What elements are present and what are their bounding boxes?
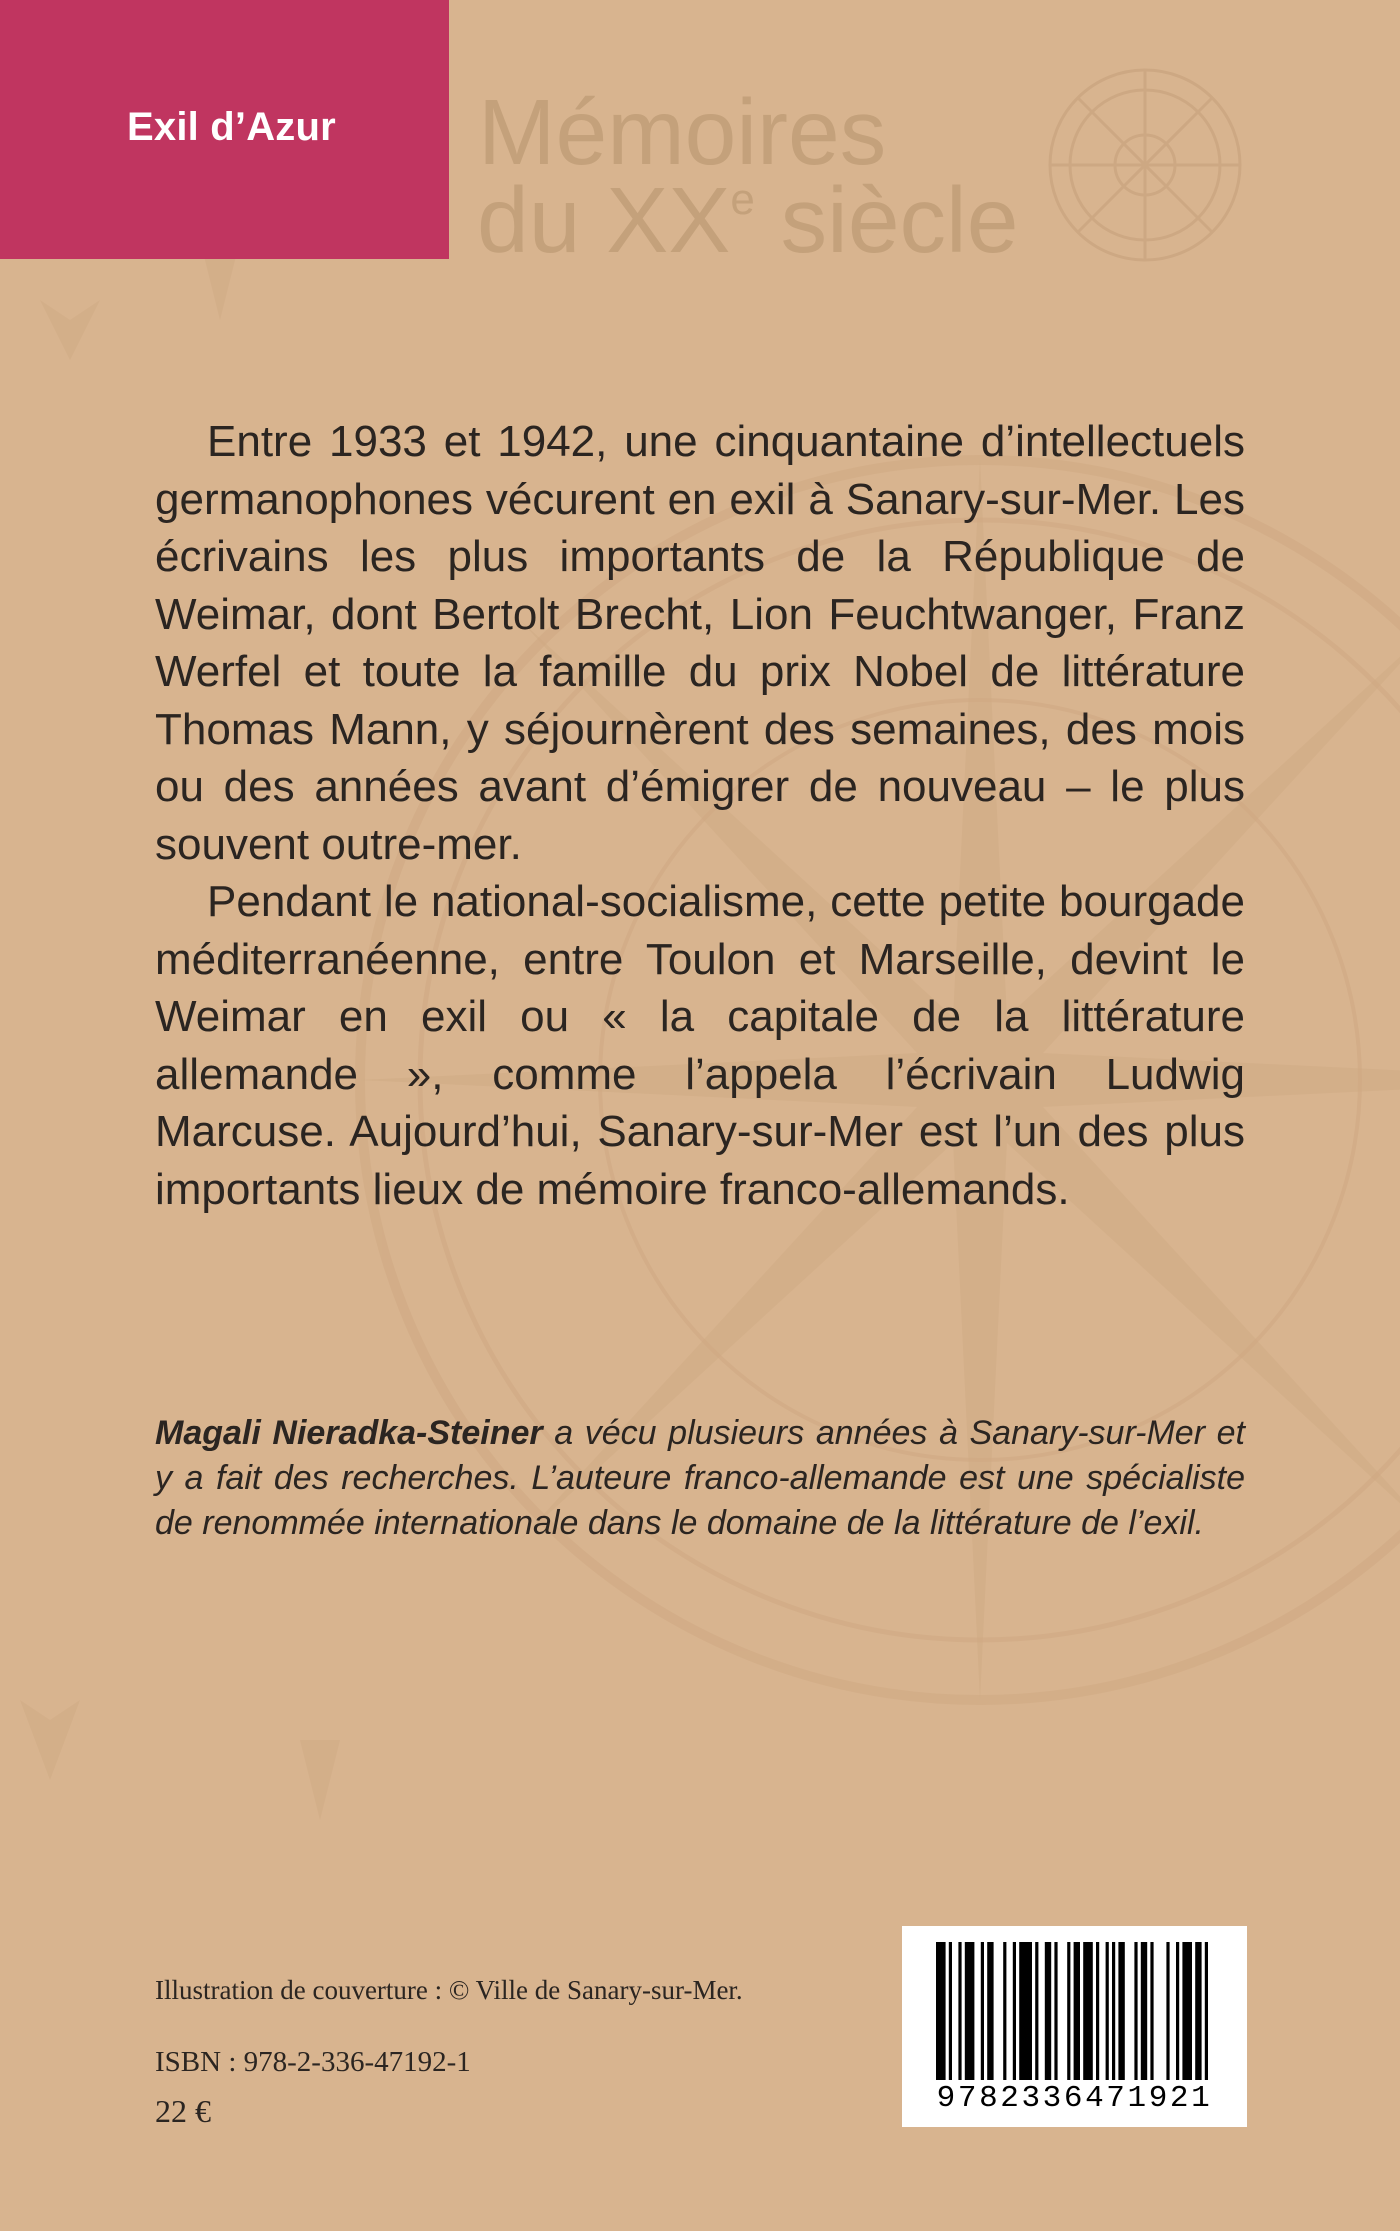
barcode-bar <box>1067 1942 1070 2080</box>
barcode-bar <box>1013 1942 1016 2080</box>
collection-line2-suffix: siècle <box>754 168 1019 272</box>
barcode-bar <box>1166 1942 1169 2080</box>
barcode-bar <box>1106 1942 1109 2080</box>
barcode-bar <box>1118 1942 1124 2080</box>
collection-line2-sup: e <box>730 175 755 224</box>
barcode-bar <box>1141 1942 1147 2080</box>
cover-credits: Illustration de couverture : © Ville de Sanary-sur-Mer. <box>155 1975 743 2005</box>
barcode-bar <box>1045 1942 1051 2080</box>
barcode-bar <box>1096 1942 1099 2080</box>
barcode-bar <box>1205 1942 1208 2080</box>
blurb <box>155 413 1245 1218</box>
barcode-bar <box>987 1942 993 2080</box>
collection-line2-prefix: du XX <box>477 168 731 272</box>
barcode-bar <box>1054 1942 1057 2080</box>
author-name: Magali Nieradka-Steiner <box>155 1414 543 1452</box>
barcode-bar <box>1195 1942 1201 2080</box>
barcode-bar <box>1035 1942 1038 2080</box>
barcode-bar <box>1019 1942 1032 2080</box>
title-band <box>0 0 449 259</box>
barcode-bar <box>1150 1942 1153 2080</box>
blurb-paragraph-1: Entre 1933 et 1942, une cinquantaine d’intellectuels germanophones vécurent en exil à Sanary-sur-Mer. Les écrivains les plus importants de la République de Weimar, dont Bertolt Brecht, Lion Feuchtwanger, Franz Werfel et toute la famille du prix Nobel de littérature Thomas Mann, y séjournèrent des semaines, des mois ou des années avant d’émigrer de nouveau – le plus souvent outre-mer. <box>155 417 1245 869</box>
author-bio <box>155 1411 1245 1546</box>
blurb-paragraph-2: Pendant le national-socialisme, cette petite bourgade méditerranéenne, entre Toulon et Marseille, devint le Weimar en exil ou « la capitale de la littérature allemande », comme l’appela l’écrivain Ludwig Marcuse. Aujourd’hui, Sanary-sur-Mer est l’un des plus importants lieux de mémoire franco-allemands. <box>155 877 1245 1214</box>
barcode <box>902 1926 1247 2127</box>
barcode-bar <box>1083 1942 1093 2080</box>
barcode-bar <box>958 1942 961 2080</box>
barcode-digits: 9782336471921 <box>936 2081 1213 2116</box>
author-bio-text: a vécu plusieurs années à Sanary-sur-Mer et y a fait des recherches. L’auteure franco-allemande est une spécialiste de renommée internationale dans le domaine de la littérature de l’exil. <box>155 1414 1245 1542</box>
barcode-bar <box>981 1942 984 2080</box>
barcode-bar <box>965 1942 975 2080</box>
barcode-bar <box>1074 1942 1080 2080</box>
barcode-bar <box>1182 1942 1192 2080</box>
collection-line1: Mémoires <box>478 80 887 184</box>
isbn: ISBN : 978-2-336-47192-1 <box>155 2046 471 2078</box>
barcode-bar <box>936 1942 946 2080</box>
collection-name <box>477 80 1019 272</box>
barcode-bar <box>1176 1942 1179 2080</box>
barcode-bar <box>1134 1942 1137 2080</box>
barcode-bar <box>1003 1942 1006 2080</box>
barcode-bar <box>1112 1942 1115 2080</box>
collection-line2 <box>477 168 1019 272</box>
book-title: Exil d’Azur <box>127 105 336 149</box>
price: 22 € <box>155 2093 211 2129</box>
barcode-bar <box>949 1942 952 2080</box>
